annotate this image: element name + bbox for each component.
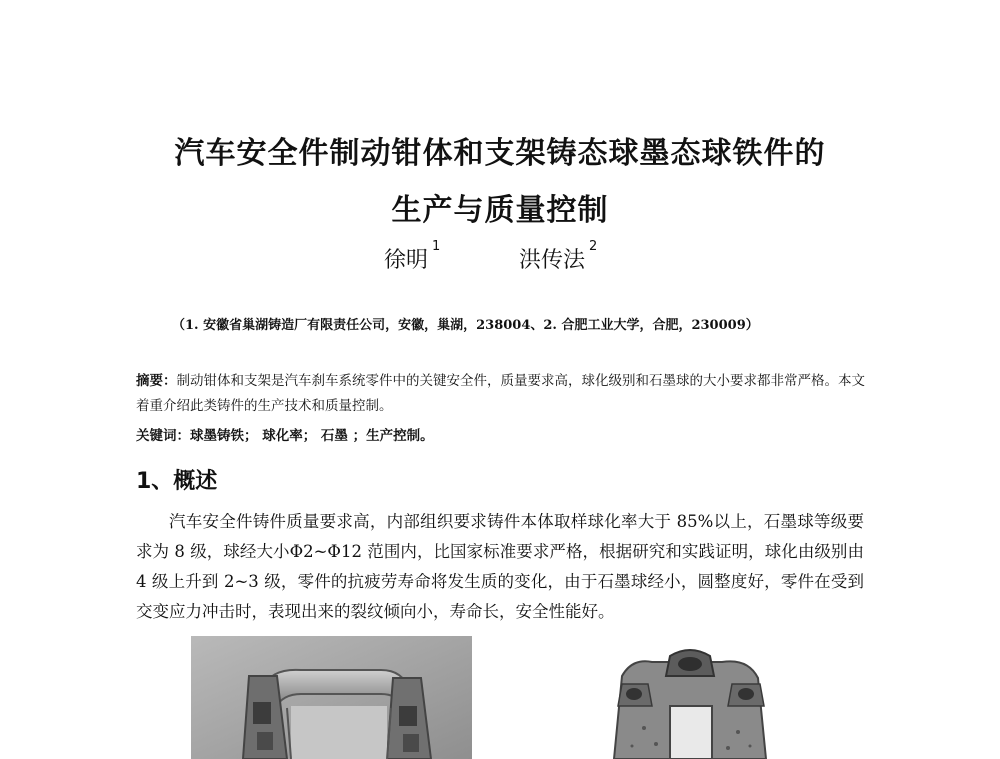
keywords-label: 关键词： [136, 428, 190, 444]
author-1-affiliation-mark: 1 [432, 239, 441, 254]
author-2 [519, 239, 598, 274]
section-heading: 1、概述 [136, 469, 218, 494]
author-list [0, 239, 1000, 277]
section-paragraph: 汽车安全件铸件质量要求高，内部组织要求铸件本体取样球化率大于 85%以上，石墨球等级要求为 8 级，球经大小Φ2~Φ12 范围内，比国家标准要求严格，根据研究和实践证明，球化由级别由 4 级上升到 2~3 级，零件的抗疲劳寿命将发生质的变化，由于石墨球经小，圆整度好，零件在受到交变应力冲击时，表现出来的裂纹倾向小，寿命长，安全性能好。 [136, 512, 864, 621]
paper-title-line-2: 生产与质量控制 [391, 193, 609, 228]
affiliation: （1. 安徽省巢湖铸造厂有限责任公司，安徽，巢湖，238004、2. 合肥工业大学，合肥，230009） [172, 318, 759, 333]
caliper-casting-image [552, 636, 812, 759]
abstract-text: 制动钳体和支架是汽车刹车系统零件中的关键安全件，质量要求高，球化级别和石墨球的大小要求都非常严格。本文着重介绍此类铸件的生产技术和质量控制。 [136, 373, 865, 414]
author-2-name: 洪传法 [519, 248, 586, 273]
bracket-casting-photo [191, 636, 472, 759]
abstract-label: 摘要： [136, 373, 177, 389]
author-1-name: 徐明 [384, 248, 429, 273]
abstract [136, 369, 871, 419]
paper-title-line-1: 汽车安全件制动钳体和支架铸态球墨态球铁件的 [174, 136, 826, 171]
keywords [136, 424, 871, 444]
keywords-text: 球墨铸铁； 球化率； 石墨 ；生产控制。 [190, 428, 434, 444]
author-2-affiliation-mark: 2 [589, 239, 598, 254]
bracket-casting-image [191, 636, 472, 759]
caliper-casting-photo [552, 636, 812, 759]
author-1 [384, 239, 441, 274]
